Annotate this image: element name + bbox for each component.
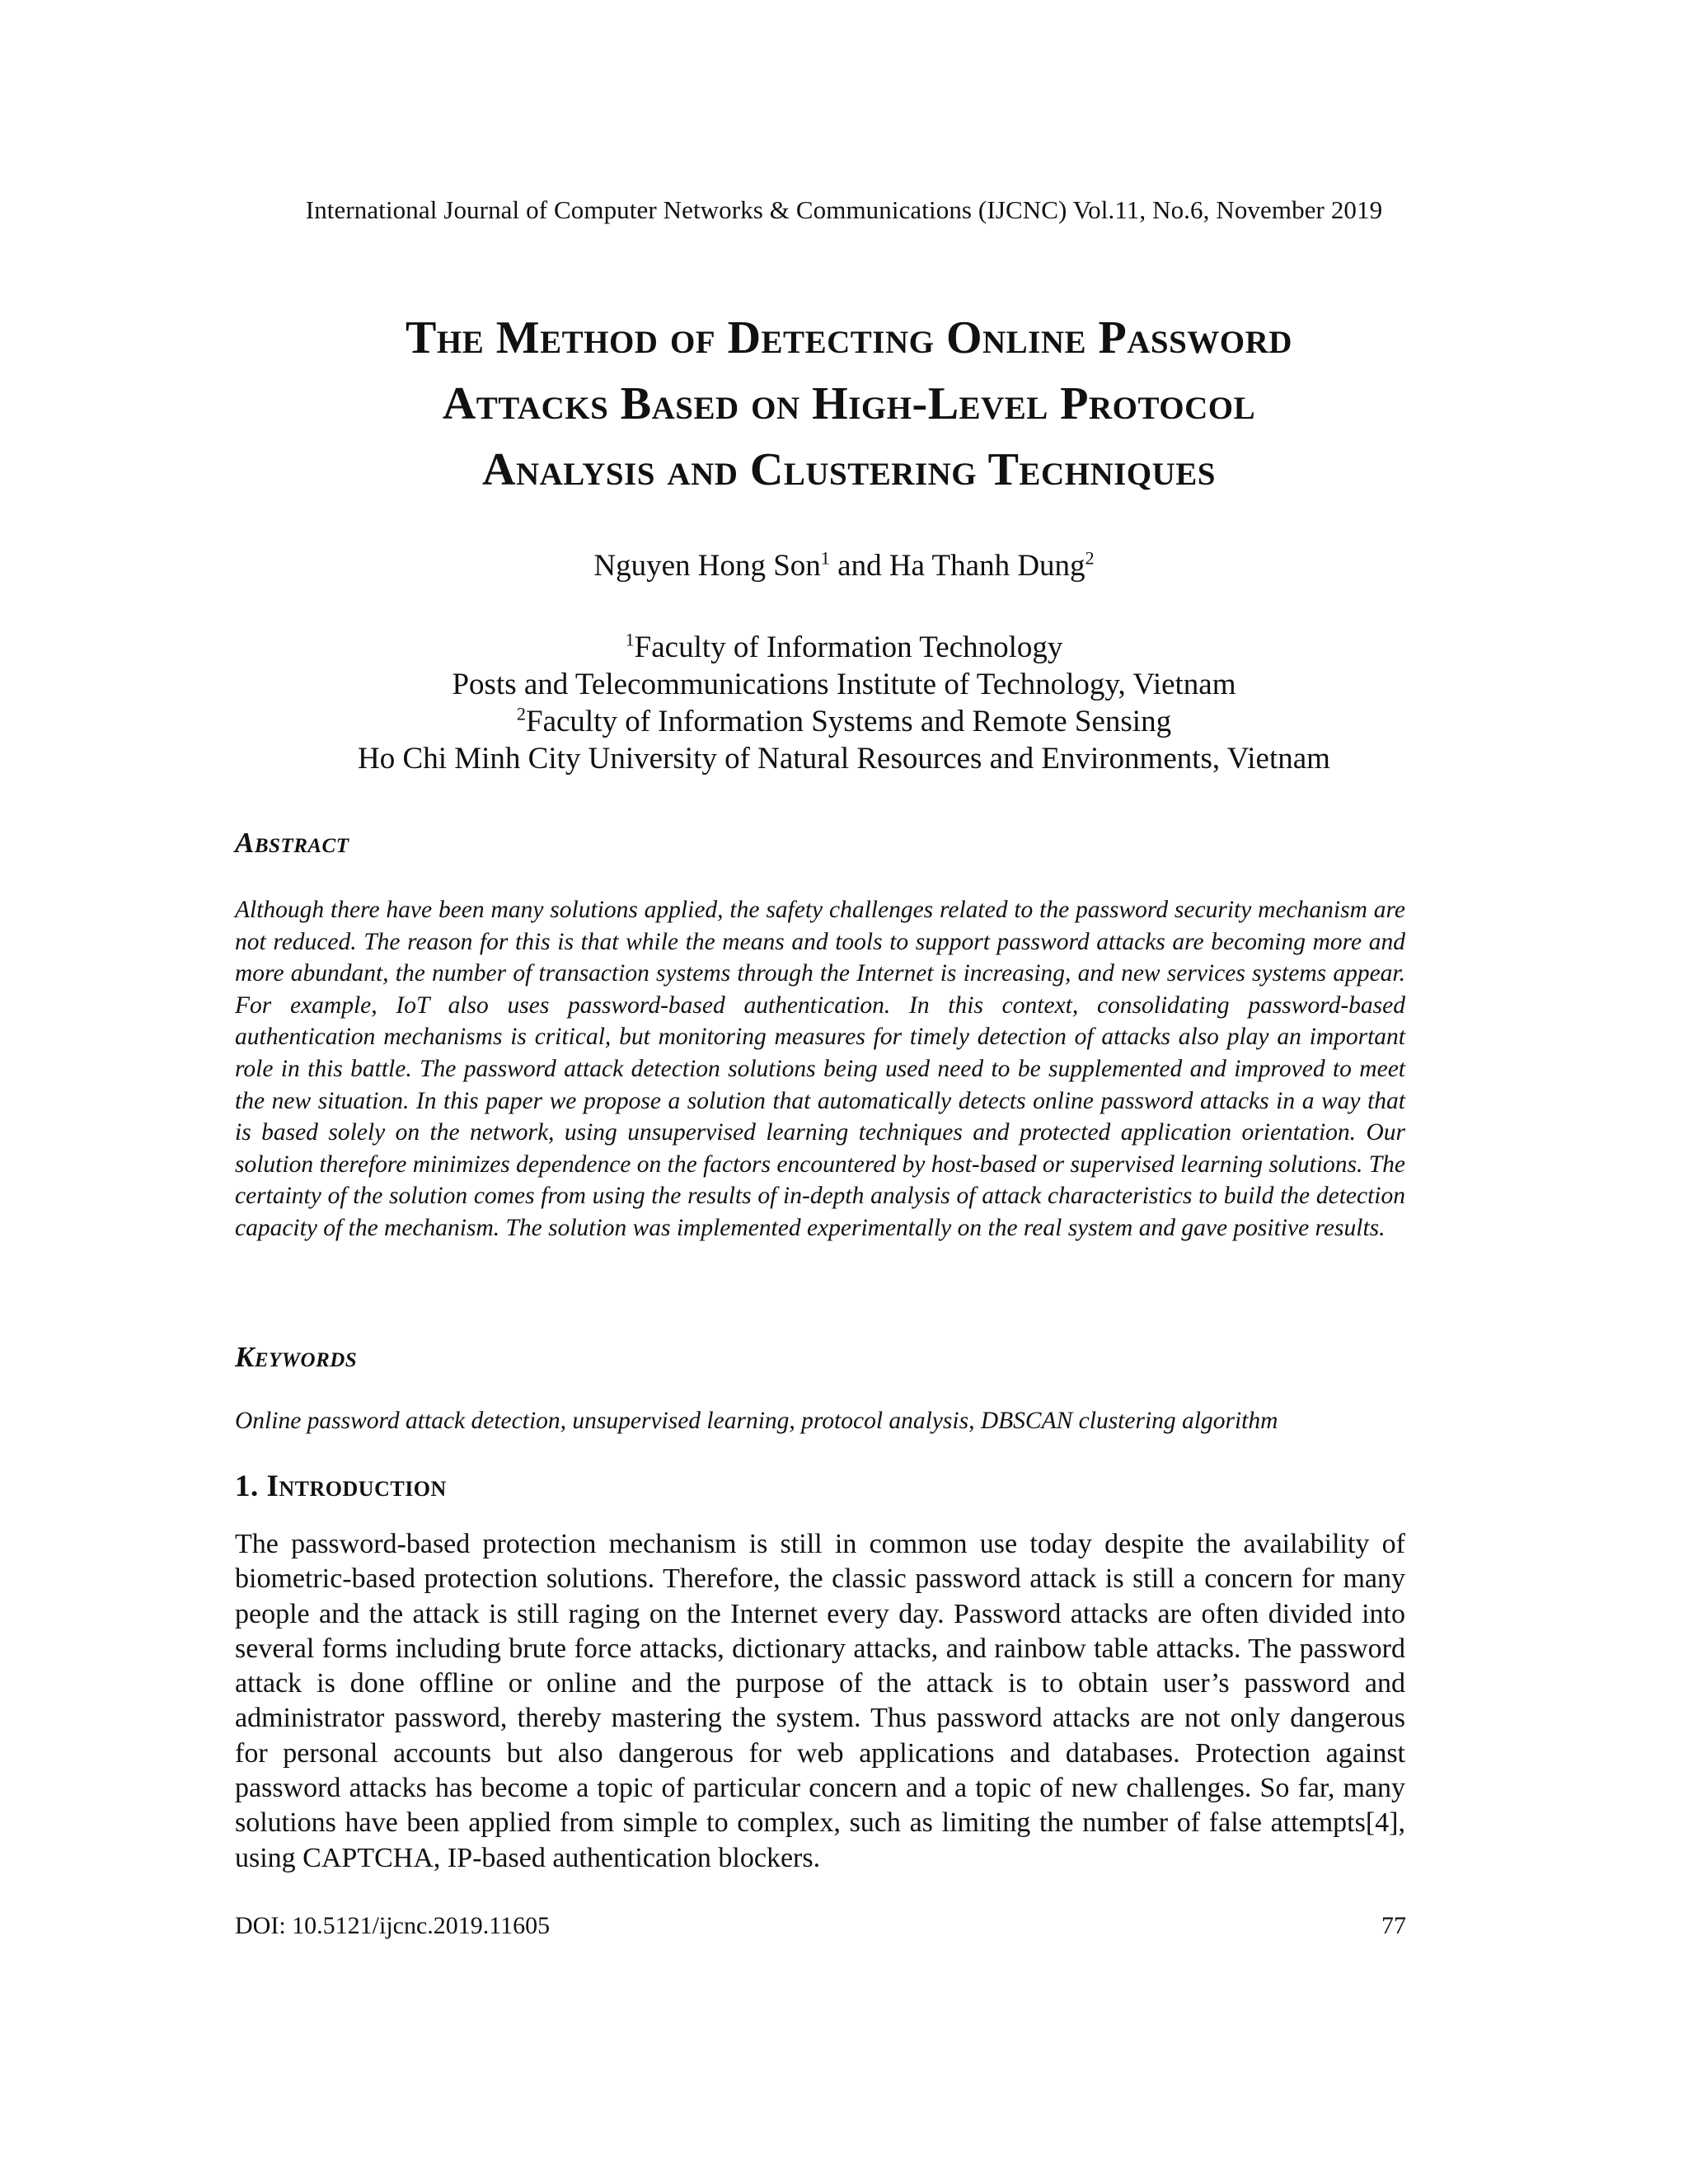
affiliation-mark: 1 <box>625 629 635 650</box>
keywords-text: Online password attack detection, unsupervised learning, protocol analysis, DBSCAN clustering algorithm <box>235 1408 1278 1434</box>
abstract-heading: Abstract <box>235 827 349 859</box>
affiliation-2-institution: Ho Chi Minh City University of Natural Resources and Environments, Vietnam <box>358 742 1330 776</box>
affiliation-mark: 2 <box>516 703 526 724</box>
author-name: Ha Thanh Dung <box>889 549 1085 583</box>
paper-title <box>198 305 1500 503</box>
doi-footer: DOI: 10.5121/ijcnc.2019.11605 <box>235 1912 551 1939</box>
affiliation-text: Faculty of Information Systems and Remote Sensing <box>526 705 1172 738</box>
author-connector: and <box>829 549 889 583</box>
author-name: Nguyen Hong Son <box>593 549 821 583</box>
title-line-1: The Method of Detecting Online Password <box>406 312 1292 363</box>
introduction-heading: 1. Introduction <box>235 1469 447 1503</box>
abstract-text: Although there have been many solutions applied, the safety challenges related to the password security mechanism are not reduced. The reason for this is that while the means and tools to support password attacks are becoming more and more abundant, the number of transaction systems through the Internet is increasing, and new services systems appear. For example, IoT also uses password-based authentication. In this context, consolidating password-based authentication mechanisms is critical, but monitoring measures for timely detection of attacks also play an important role in this battle. The password attack detection solutions being used need to be supplemented and improved to meet the new situation. In this paper we propose a solution that automatically detects online password attacks in a way that is based solely on the network, using unsupervised learning techniques and protected application orientation. Our solution therefore minimizes dependence on the factors encountered by host-based or supervised learning solutions. The certainty of the solution comes from using the results of in-depth analysis of attack characteristics to build the detection capacity of the mechanism. The solution was implemented experimentally on the real system and gave positive results. <box>235 897 1405 1241</box>
affiliation-1-institution: Posts and Telecommunications Institute of Technology, Vietnam <box>452 668 1236 701</box>
title-line-2: Attacks Based on High-Level Protocol <box>442 378 1256 429</box>
affiliation-1-department <box>165 629 1523 666</box>
author-affiliation-mark: 1 <box>820 547 830 569</box>
page-number: 77 <box>1381 1912 1406 1939</box>
affiliations <box>165 629 1523 777</box>
affiliation-text: Faculty of Information Technology <box>634 630 1063 664</box>
author-affiliation-mark: 2 <box>1085 547 1095 569</box>
keywords-heading: Keywords <box>235 1341 358 1373</box>
title-line-3: Analysis and Clustering Techniques <box>482 444 1216 495</box>
introduction-text: The password-based protection mechanism is still in common use today despite the availability of biometric-based protection solutions. Therefore, the classic password attack is still a concern for many people and the attack is still raging on the Internet every day. Password attacks are often divided into several forms including brute force attacks, dictionary attacks, and rainbow table attacks. The password attack is done offline or online and the purpose of the attack is to obtain user’s password and administrator password, thereby mastering the system. Thus password attacks are not only dangerous for personal accounts but also dangerous for web applications and databases. Protection against password attacks has become a topic of particular concern and a topic of new challenges. So far, many solutions have been applied from simple to complex, such as limiting the number of false attempts[4], using CAPTCHA, IP-based authentication blockers. <box>235 1529 1405 1873</box>
author-list <box>0 548 1688 583</box>
affiliation-2-department <box>165 703 1523 740</box>
running-header: International Journal of Computer Networks & Communications (IJCNC) Vol.11, No.6, November 2019 <box>305 195 1383 224</box>
